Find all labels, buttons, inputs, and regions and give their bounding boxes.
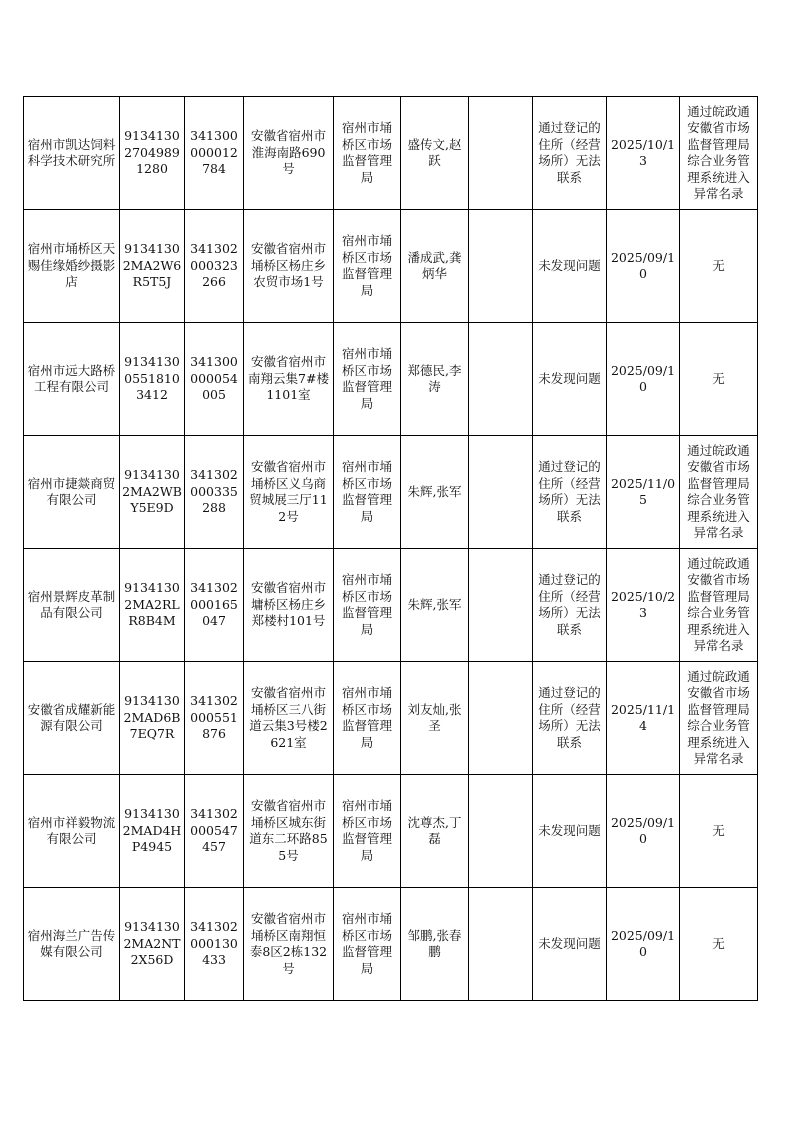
company-name-cell: 宿州市捷燚商贸有限公司: [24, 436, 120, 549]
inspectors-cell: 沈尊杰,丁磊: [401, 775, 469, 888]
registration-number-cell: 341300000054005: [185, 323, 244, 436]
registration-number-cell: 341302000547457: [185, 775, 244, 888]
company-name-cell: 宿州海兰广告传媒有限公司: [24, 888, 120, 1001]
inspection-date-cell: 2025/10/23: [607, 549, 680, 662]
registration-number-cell: 341300000012784: [185, 97, 244, 210]
address-cell: 安徽省宿州市墉桥区杨庄乡郑楼村101号: [244, 549, 334, 662]
authority-cell: 宿州市埇桥区市场监督管理局: [334, 210, 401, 323]
table-row: [24, 662, 758, 775]
inspection-result-cell: 通过登记的住所（经营场所）无法联系: [533, 549, 607, 662]
inspection-result-cell: 通过登记的住所（经营场所）无法联系: [533, 662, 607, 775]
inspectors-cell: 郑德民,李涛: [401, 323, 469, 436]
inspection-date-cell: 2025/10/13: [607, 97, 680, 210]
inspectors-cell: 刘友灿,张圣: [401, 662, 469, 775]
inspectors-cell: 盛传文,赵跃: [401, 97, 469, 210]
inspection-date-cell: 2025/09/10: [607, 888, 680, 1001]
empty-cell: [469, 436, 533, 549]
table-row: [24, 775, 758, 888]
empty-cell: [469, 662, 533, 775]
inspectors-cell: 潘成武,龚炳华: [401, 210, 469, 323]
inspectors-cell: 朱辉,张军: [401, 549, 469, 662]
address-cell: 安徽省宿州市埇桥区城东街道东二环路855号: [244, 775, 334, 888]
registration-number-cell: 341302000323266: [185, 210, 244, 323]
inspection-date-cell: 2025/11/14: [607, 662, 680, 775]
address-cell: 安徽省宿州市南翔云集7#楼1101室: [244, 323, 334, 436]
company-name-cell: 宿州市凯达饲料科学技术研究所: [24, 97, 120, 210]
registration-number-cell: 341302000130433: [185, 888, 244, 1001]
table-row: [24, 436, 758, 549]
handling-action-cell: 通过皖政通安徽省市场监督管理局综合业务管理系统进入异常名录: [680, 549, 758, 662]
inspectors-cell: 朱辉,张军: [401, 436, 469, 549]
authority-cell: 宿州市埇桥区市场监督管理局: [334, 662, 401, 775]
table-row: [24, 323, 758, 436]
credit-code-cell: 91341302MAD6B7EQ7R: [120, 662, 185, 775]
inspection-date-cell: 2025/09/10: [607, 210, 680, 323]
empty-cell: [469, 97, 533, 210]
address-cell: 安徽省宿州市埇桥区杨庄乡农贸市场1号: [244, 210, 334, 323]
empty-cell: [469, 210, 533, 323]
handling-action-cell: 通过皖政通安徽省市场监督管理局综合业务管理系统进入异常名录: [680, 97, 758, 210]
handling-action-cell: 无: [680, 323, 758, 436]
empty-cell: [469, 549, 533, 662]
authority-cell: 宿州市埇桥区市场监督管理局: [334, 436, 401, 549]
handling-action-cell: 通过皖政通安徽省市场监督管理局综合业务管理系统进入异常名录: [680, 662, 758, 775]
inspection-records-table: [23, 96, 758, 1001]
table-body: [24, 97, 758, 1001]
credit-code-cell: 91341302MAD4HP4945: [120, 775, 185, 888]
empty-cell: [469, 775, 533, 888]
credit-code-cell: 91341302MA2W6R5T5J: [120, 210, 185, 323]
address-cell: 安徽省宿州市埇桥区义乌商贸城展三厅112号: [244, 436, 334, 549]
authority-cell: 宿州市埇桥区市场监督管理局: [334, 97, 401, 210]
inspection-result-cell: 未发现问题: [533, 210, 607, 323]
authority-cell: 宿州市埇桥区市场监督管理局: [334, 775, 401, 888]
table-row: [24, 97, 758, 210]
registration-number-cell: 341302000335288: [185, 436, 244, 549]
credit-code-cell: 913413005518103412: [120, 323, 185, 436]
handling-action-cell: 无: [680, 210, 758, 323]
company-name-cell: 宿州市埇桥区天赐佳缘婚纱摄影店: [24, 210, 120, 323]
empty-cell: [469, 888, 533, 1001]
inspectors-cell: 邹鹏,张春鹏: [401, 888, 469, 1001]
authority-cell: 宿州市埇桥区市场监督管理局: [334, 888, 401, 1001]
company-name-cell: 宿州景辉皮革制品有限公司: [24, 549, 120, 662]
inspection-result-cell: 通过登记的住所（经营场所）无法联系: [533, 436, 607, 549]
credit-code-cell: 91341302MA2NT2X56D: [120, 888, 185, 1001]
credit-code-cell: 91341302MA2WBY5E9D: [120, 436, 185, 549]
address-cell: 安徽省宿州市埇桥区三八街道云集3号楼2621室: [244, 662, 334, 775]
company-name-cell: 安徽省成耀新能源有限公司: [24, 662, 120, 775]
inspection-result-cell: 未发现问题: [533, 888, 607, 1001]
company-name-cell: 宿州市祥毅物流有限公司: [24, 775, 120, 888]
handling-action-cell: 无: [680, 775, 758, 888]
credit-code-cell: 913413027049891280: [120, 97, 185, 210]
table-row: [24, 549, 758, 662]
handling-action-cell: 无: [680, 888, 758, 1001]
authority-cell: 宿州市埇桥区市场监督管理局: [334, 323, 401, 436]
table-row: [24, 210, 758, 323]
inspection-result-cell: 未发现问题: [533, 323, 607, 436]
handling-action-cell: 通过皖政通安徽省市场监督管理局综合业务管理系统进入异常名录: [680, 436, 758, 549]
authority-cell: 宿州市埇桥区市场监督管理局: [334, 549, 401, 662]
table-row: [24, 888, 758, 1001]
inspection-date-cell: 2025/09/10: [607, 775, 680, 888]
inspection-date-cell: 2025/09/10: [607, 323, 680, 436]
empty-cell: [469, 323, 533, 436]
inspection-date-cell: 2025/11/05: [607, 436, 680, 549]
registration-number-cell: 341302000165047: [185, 549, 244, 662]
company-name-cell: 宿州市远大路桥工程有限公司: [24, 323, 120, 436]
address-cell: 安徽省宿州市淮海南路690号: [244, 97, 334, 210]
address-cell: 安徽省宿州市埇桥区南翔恒泰8区2栋132号: [244, 888, 334, 1001]
inspection-result-cell: 通过登记的住所（经营场所）无法联系: [533, 97, 607, 210]
credit-code-cell: 91341302MA2RLR8B4M: [120, 549, 185, 662]
inspection-result-cell: 未发现问题: [533, 775, 607, 888]
registration-number-cell: 341302000551876: [185, 662, 244, 775]
